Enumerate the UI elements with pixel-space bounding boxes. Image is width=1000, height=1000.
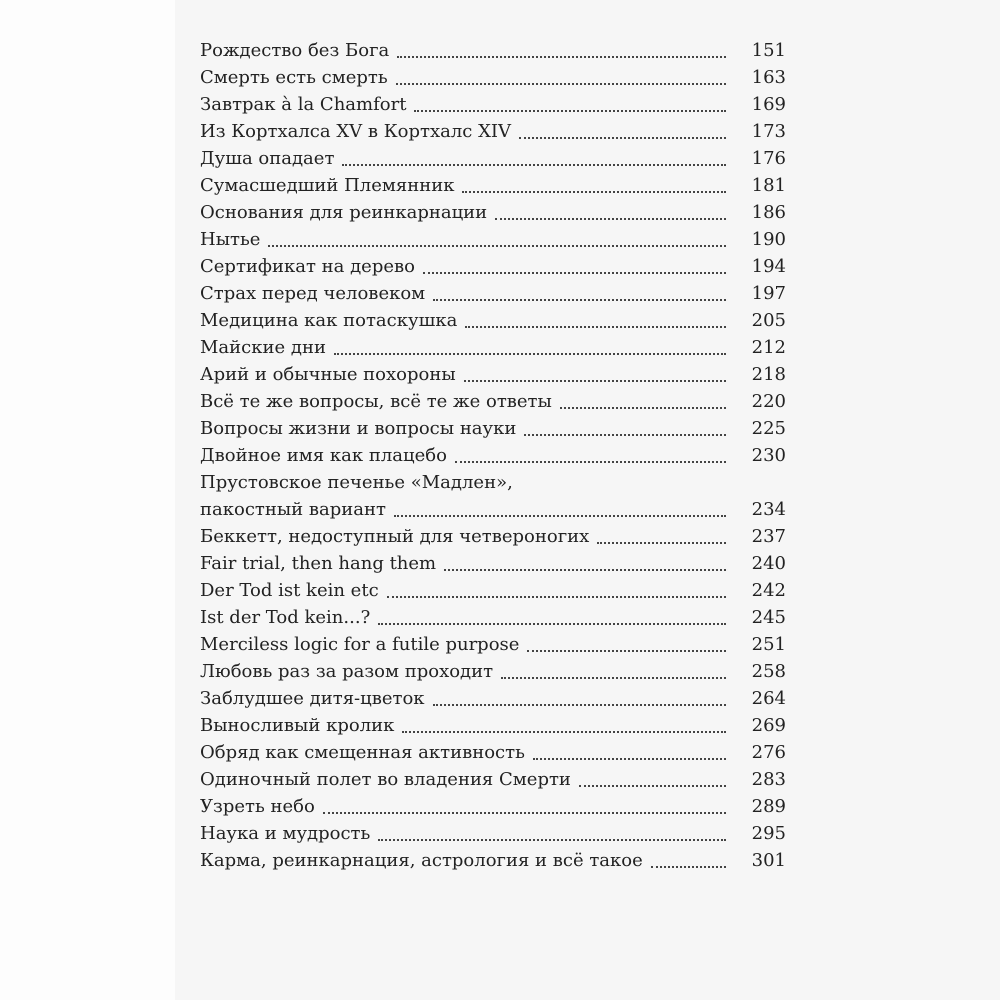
- toc-entry-page-number: 186: [751, 202, 786, 223]
- toc-entry-title-line: Всё те же вопросы, всё те же ответы: [200, 391, 552, 412]
- toc-entry-title: [200, 118, 786, 145]
- toc-entry: [200, 334, 786, 361]
- toc-entry-title: [200, 847, 786, 874]
- toc-entry-title: [200, 631, 786, 658]
- toc-entry: [200, 766, 786, 793]
- toc-entry: [200, 739, 786, 766]
- toc-entry-title-line: Рождество без Бога: [200, 40, 390, 61]
- toc-entry-title-line: Майские дни: [200, 337, 326, 358]
- toc-entry-page-number: 225: [751, 418, 786, 439]
- toc-entry: [200, 793, 786, 820]
- dot-leader: [597, 542, 726, 544]
- toc-entry-title: [200, 550, 786, 577]
- dot-leader: [465, 326, 726, 328]
- toc-entry-page-number: 212: [751, 337, 786, 358]
- toc-entry-page-number: 269: [751, 715, 786, 736]
- toc-entry-title: [200, 766, 786, 793]
- toc-entry-title: [200, 334, 786, 361]
- toc-entry: [200, 145, 786, 172]
- toc-entry-title: [200, 226, 786, 253]
- toc-entry: [200, 388, 786, 415]
- toc-entry-title: [200, 685, 786, 712]
- toc-entry-title: [200, 37, 786, 64]
- toc-entry-title: [200, 658, 786, 685]
- dot-leader: [402, 731, 726, 733]
- toc-entry-page-number: 234: [751, 499, 786, 520]
- toc-entry: [200, 820, 786, 847]
- toc-entry-page-number: 176: [751, 148, 786, 169]
- toc-entry-page-number: 264: [751, 688, 786, 709]
- toc-entry-title-line: Смерть есть смерть: [200, 67, 388, 88]
- toc-entry: [200, 280, 786, 307]
- toc-entry-title: [200, 307, 786, 334]
- toc-entry-page-number: 237: [751, 526, 786, 547]
- toc-entry-title-line: Медицина как потаскушка: [200, 310, 458, 331]
- dot-leader: [323, 812, 726, 814]
- toc-entry: [200, 712, 786, 739]
- toc-entry-page-number: 283: [751, 769, 786, 790]
- toc-entry-page-number: 245: [751, 607, 786, 628]
- toc-entry-title-line: Карма, реинкарнация, астрология и всё такое: [200, 850, 643, 871]
- toc-entry-title-line: Merciless logic for a futile purpose: [200, 634, 520, 655]
- dot-leader: [334, 353, 726, 355]
- dot-leader: [444, 569, 726, 571]
- dot-leader: [533, 758, 726, 760]
- dot-leader: [433, 704, 726, 706]
- toc-entry-title-line: Двойное имя как плацебо: [200, 445, 447, 466]
- toc-entry: [200, 658, 786, 685]
- dot-leader: [433, 299, 726, 301]
- toc-entry-title: [200, 172, 786, 199]
- dot-leader: [396, 83, 726, 85]
- toc-entry-title: [200, 388, 786, 415]
- toc-entry-title-line: Основания для реинкарнации: [200, 202, 488, 223]
- toc-entry-title-line: Der Tod ist kein etc: [200, 580, 379, 601]
- table-of-contents: [200, 37, 786, 874]
- toc-entry-title-line: пакостный вариант: [200, 499, 386, 520]
- toc-entry-title-line: Страх перед человеком: [200, 283, 426, 304]
- dot-leader: [414, 110, 726, 112]
- toc-entry-page-number: 163: [751, 67, 786, 88]
- toc-entry: [200, 415, 786, 442]
- dot-leader: [423, 272, 726, 274]
- toc-entry-title-line: Заблудшее дитя-цветок: [200, 688, 425, 709]
- toc-entry-page-number: 197: [751, 283, 786, 304]
- toc-entry-title-line: Узреть небо: [200, 796, 315, 817]
- toc-entry-page-number: 258: [751, 661, 786, 682]
- dot-leader: [560, 407, 726, 409]
- toc-entry: [200, 307, 786, 334]
- dot-leader: [519, 137, 726, 139]
- dot-leader: [378, 623, 726, 625]
- toc-entry-page-number: 190: [751, 229, 786, 250]
- dot-leader: [462, 191, 726, 193]
- toc-entry-page-number: 289: [751, 796, 786, 817]
- dot-leader: [378, 839, 726, 841]
- toc-entry: [200, 523, 786, 550]
- toc-entry-page-number: 301: [751, 850, 786, 871]
- dot-leader: [464, 380, 726, 382]
- dot-leader: [455, 461, 726, 463]
- toc-entry-title-line: Сумасшедший Племянник: [200, 175, 455, 196]
- dot-leader: [579, 785, 726, 787]
- toc-entry-title: [200, 361, 786, 388]
- toc-entry-page-number: 173: [751, 121, 786, 142]
- toc-entry-page-number: 230: [751, 445, 786, 466]
- toc-entry: [200, 631, 786, 658]
- toc-entry-title: [200, 280, 786, 307]
- dot-leader: [397, 56, 726, 58]
- toc-entry-page-number: 218: [751, 364, 786, 385]
- toc-entry-title-line: Одиночный полет во владения Смерти: [200, 769, 571, 790]
- toc-entry-page-number: 276: [751, 742, 786, 763]
- dot-leader: [268, 245, 726, 247]
- toc-entry: [200, 442, 786, 469]
- toc-entry: [200, 253, 786, 280]
- dot-leader: [342, 164, 726, 166]
- toc-entry-title-line: Душа опадает: [200, 148, 335, 169]
- toc-entry: [200, 604, 786, 631]
- dot-leader: [394, 515, 726, 517]
- toc-entry: [200, 361, 786, 388]
- toc-entry-page-number: 242: [751, 580, 786, 601]
- toc-entry-page-number: 169: [751, 94, 786, 115]
- toc-entry-title-line: Арий и обычные похороны: [200, 364, 456, 385]
- dot-leader: [387, 596, 726, 598]
- toc-entry-page-number: 181: [751, 175, 786, 196]
- dot-leader: [501, 677, 726, 679]
- toc-entry-title-line: Завтрак à la Chamfort: [200, 94, 407, 115]
- toc-entry-title: [200, 577, 786, 604]
- toc-entry-page-number: 295: [751, 823, 786, 844]
- toc-entry: [200, 550, 786, 577]
- toc-entry-title-line: Нытье: [200, 229, 261, 250]
- toc-entry-title: [200, 64, 786, 91]
- dot-leader: [524, 434, 726, 436]
- toc-entry-title-line: Fair trial, then hang them: [200, 553, 437, 574]
- toc-entry: [200, 226, 786, 253]
- toc-entry-title: [200, 712, 786, 739]
- toc-entry-title-line: Обряд как смещенная активность: [200, 742, 525, 763]
- toc-entry-page-number: 240: [751, 553, 786, 574]
- toc-entry-title-line: Из Кортхалса XV в Кортхалс XIV: [200, 121, 512, 142]
- toc-entry-title-line: Любовь раз за разом проходит: [200, 661, 494, 682]
- toc-entry-title-line: Наука и мудрость: [200, 823, 371, 844]
- toc-entry-title: [200, 793, 786, 820]
- toc-entry-title: [200, 523, 786, 550]
- toc-entry-title: [200, 442, 786, 469]
- toc-entry-title-line: Беккетт, недоступный для четвероногих: [200, 526, 590, 547]
- toc-entry-title: [200, 739, 786, 766]
- toc-entry-page-number: 220: [751, 391, 786, 412]
- toc-entry-title: [200, 91, 786, 118]
- toc-entry-title-line: Прустовское печенье «Мадлен»,: [200, 472, 513, 493]
- dot-leader: [495, 218, 726, 220]
- dot-leader: [527, 650, 726, 652]
- toc-entry: [200, 91, 786, 118]
- toc-entry-title-line: Выносливый кролик: [200, 715, 395, 736]
- toc-entry: [200, 172, 786, 199]
- toc-entry-title: [200, 415, 786, 442]
- toc-entry-page-number: 205: [751, 310, 786, 331]
- toc-entry-title: [200, 199, 786, 226]
- dot-leader: [651, 866, 726, 868]
- toc-entry: [200, 577, 786, 604]
- toc-entry: [200, 199, 786, 226]
- toc-entry-title: [200, 145, 786, 172]
- toc-entry-title: [200, 820, 786, 847]
- toc-entry: [200, 469, 786, 523]
- toc-entry: [200, 37, 786, 64]
- toc-entry-title-line: Сертификат на дерево: [200, 256, 415, 277]
- toc-entry-page-number: 151: [751, 40, 786, 61]
- toc-entry: [200, 685, 786, 712]
- toc-entry-page-number: 194: [751, 256, 786, 277]
- toc-entry: [200, 847, 786, 874]
- toc-entry-title: [200, 604, 786, 631]
- toc-entry-title-line: Вопросы жизни и вопросы науки: [200, 418, 517, 439]
- toc-entry-title: [200, 253, 786, 280]
- toc-entry-page-number: 251: [751, 634, 786, 655]
- toc-entry: [200, 64, 786, 91]
- toc-entry-title-line: Ist der Tod kein...?: [200, 607, 371, 628]
- toc-entry: [200, 118, 786, 145]
